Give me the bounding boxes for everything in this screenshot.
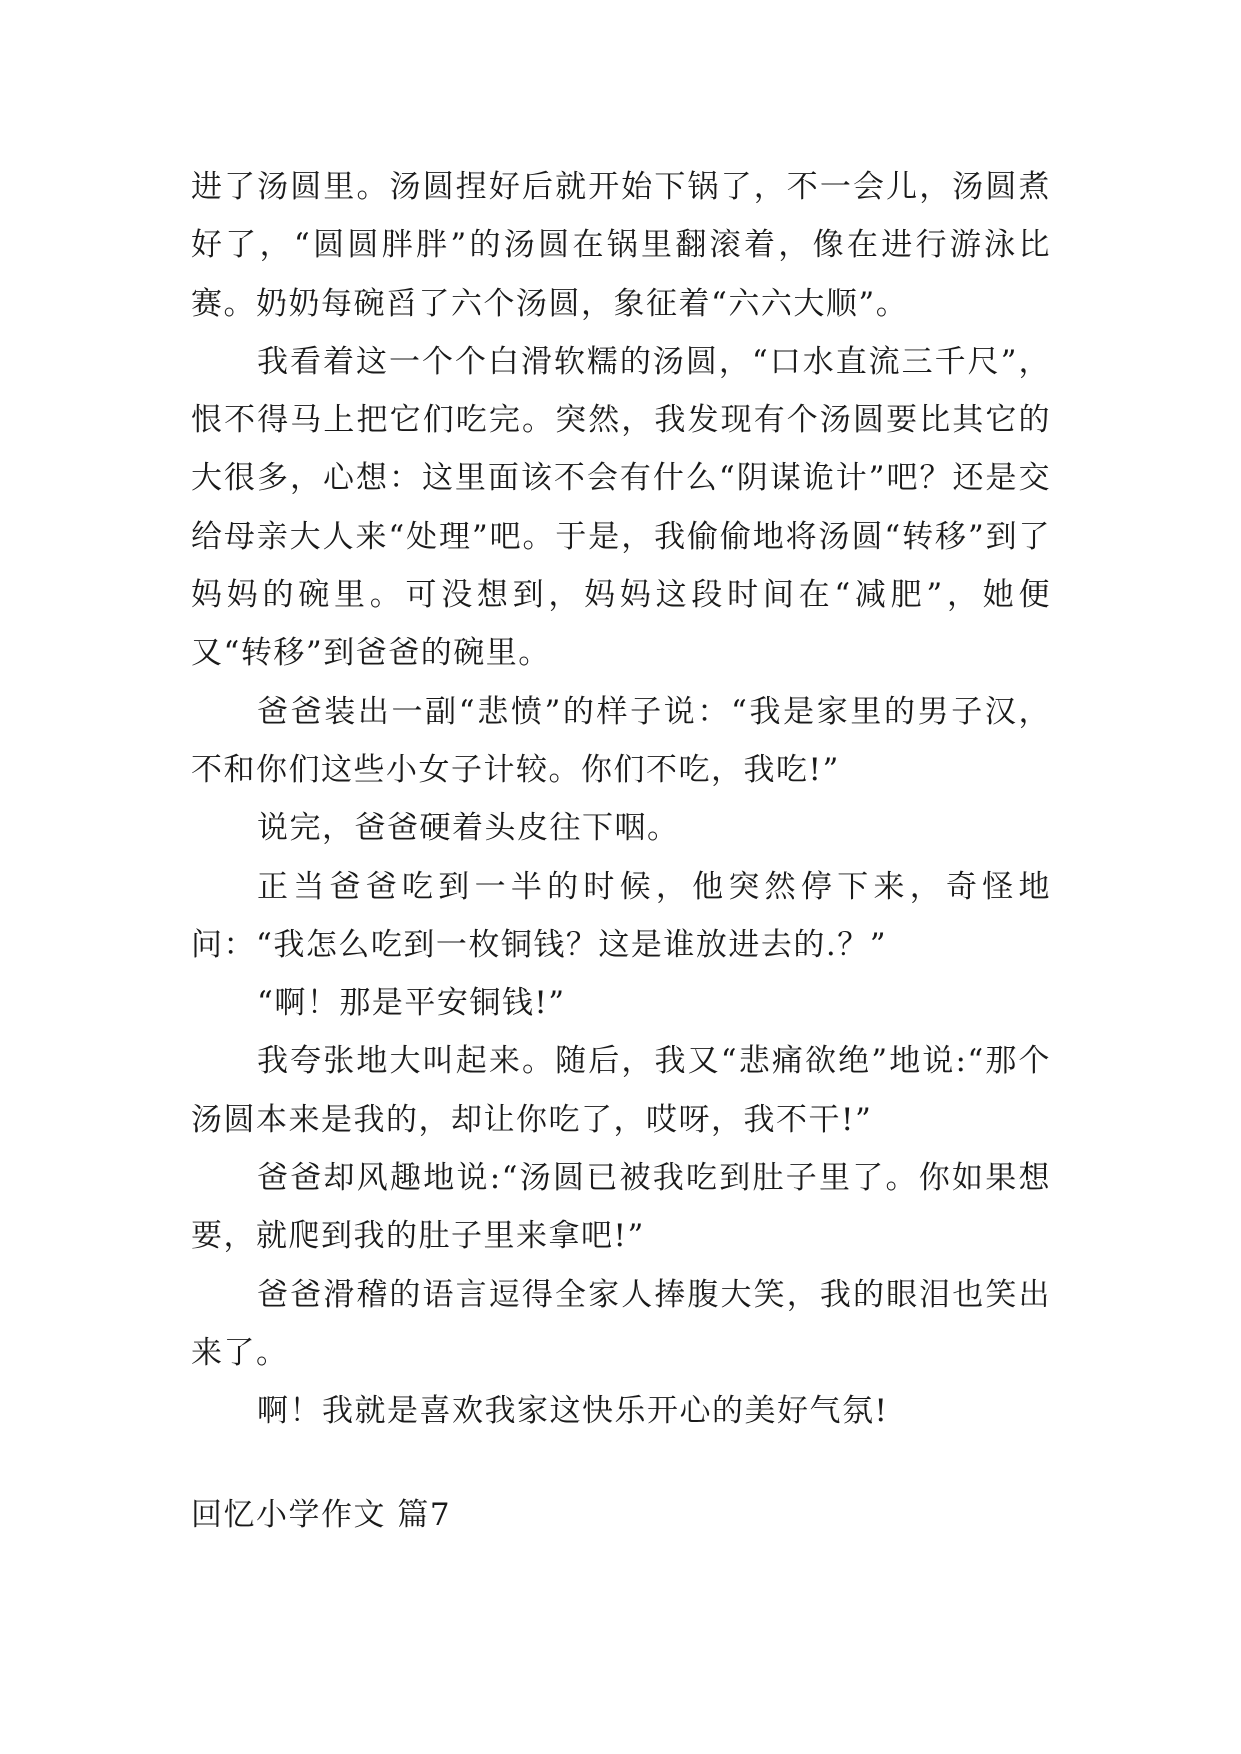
essay-body xyxy=(191,158,1051,1441)
paragraph-6: “啊！那是平安铜钱!” xyxy=(257,985,566,1022)
section-heading: 回忆小学作文 篇7 xyxy=(191,1497,452,1533)
paragraph-7: 我夸张地大叫起来。随后，我又“悲痛欲绝”地说:“那个汤圆本来是我的，却让你吃了，哎呀，我不干!” xyxy=(191,1043,1051,1138)
paragraph-2: 我看着这一个个白滑软糯的汤圆，“口水直流三千尺”，恨不得马上把它们吃完。突然，我发现有个汤圆要比其它的大很多，心想：这里面该不会有什么“阴谋诡计”吧？还是交给母亲大人来“处理”吧。于是，我偷偷地将汤圆“转移”到了妈妈的碗里。可没想到，妈妈这段时间在“减肥”，她便又“转移”到爸爸的碗里。 xyxy=(191,343,1051,672)
paragraph-10: 啊！我就是喜欢我家这快乐开心的美好气氛! xyxy=(257,1393,889,1430)
paragraph-8: 爸爸却风趣地说:“汤圆已被我吃到肚子里了。你如果想要，就爬到我的肚子里来拿吧!” xyxy=(191,1160,1051,1255)
paragraph-3: 爸爸装出一副“悲愤”的样子说：“我是家里的男子汉，不和你们这些小女子计较。你们不吃，我吃!” xyxy=(191,693,1051,788)
paragraph-1: 进了汤圆里。汤圆捏好后就开始下锅了，不一会儿，汤圆煮好了，“圆圆胖胖”的汤圆在锅里翻滚着，像在进行游泳比赛。奶奶每碗舀了六个汤圆，象征着“六六大顺”。 xyxy=(191,169,1051,322)
paragraph-9: 爸爸滑稽的语言逗得全家人捧腹大笑，我的眼泪也笑出来了。 xyxy=(191,1276,1051,1371)
paragraph-4: 说完，爸爸硬着头皮往下咽。 xyxy=(257,810,680,847)
paragraph-5: 正当爸爸吃到一半的时候，他突然停下来，奇怪地问：“我怎么吃到一枚铜钱？这是谁放进去的.？” xyxy=(191,868,1051,963)
